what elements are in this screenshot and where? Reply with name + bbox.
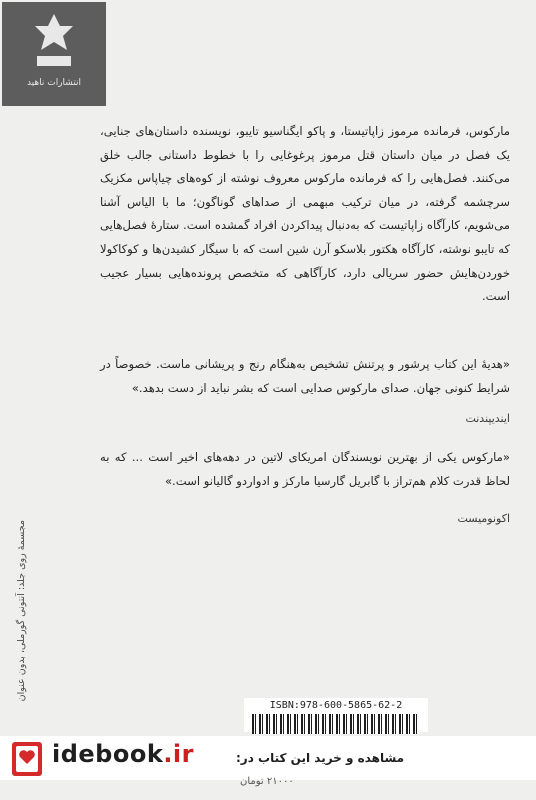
star-logo-icon: [33, 12, 75, 70]
isbn-label: ISBN:978-600-5865-62-2: [269, 700, 403, 711]
store-brand-tld: .ir: [163, 740, 194, 768]
barcode: [244, 698, 428, 732]
store-banner-text: مشاهده و خرید این کتاب در:: [236, 751, 405, 765]
quote-2: «مارکوس یکی از بهترین نویسندگان امریکای لاتین در دهه‌های اخیر است ... که به لحاظ قدرت کلام هم‌تراز با گابریل گارسیا مارکز و ادواردو گالیانو است.»: [100, 450, 510, 488]
quote-2-source: اکونومیست: [457, 512, 510, 525]
quote-1: «هدیهٔ این کتاب پرشور و پرتنش تشخیص به‌هنگام رنج و پریشانی ماست. خصوصاً در شرایط کنونی جهان. صدای مارکوس صدایی است که بشر نباید از دست بدهد.»: [100, 357, 510, 395]
store-banner[interactable]: [0, 736, 536, 780]
store-brand[interactable]: [52, 740, 194, 768]
cover-credit: مجسمهٔ روی جلد: آنتونی گورملی، بدون عنوان: [16, 520, 27, 702]
book-store-icon: [8, 738, 48, 778]
barcode-bars: [252, 714, 420, 734]
quote-1-source: ایندیپندنت: [465, 412, 510, 425]
blurb-paragraph: مارکوس، فرمانده مرموز زاپاتیستا، و پاکو ایگناسیو تایبو، نویسنده داستان‌های جنایی، یک فصل در میان داستان قتل مرموز پرغوغایی را با خطوط داستانی جالب خلق می‌کنند. فصل‌هایی را که فرمانده مارکوس معروف نوشته از کوه‌های چیاپاس مکزیک سرچشمه گرفته، در میان ترکیب مبهمی از صداهای گوناگون؛ ما با الیاس آشنا می‌شویم، کارآگاه زاپاتیست که به‌دنبال پیداکردن افراد گمشده است. ستارهٔ فصل‌هایی که تایبو نوشته، کارآگاه هکتور بلاسکو آرن شین است که با سیگار کشیدن‌ها و کوکاکولا خوردن‌هایش حضور سریالی دارد، کارآگاهی که متخصص پرونده‌هایی بسیار عجیب است.: [100, 124, 510, 304]
price-label: ۲۱۰۰۰ تومان: [240, 776, 294, 787]
publisher-logo: [2, 2, 106, 106]
publisher-name: انتشارات ناهید: [26, 78, 82, 88]
store-brand-name: idebook: [52, 740, 164, 768]
